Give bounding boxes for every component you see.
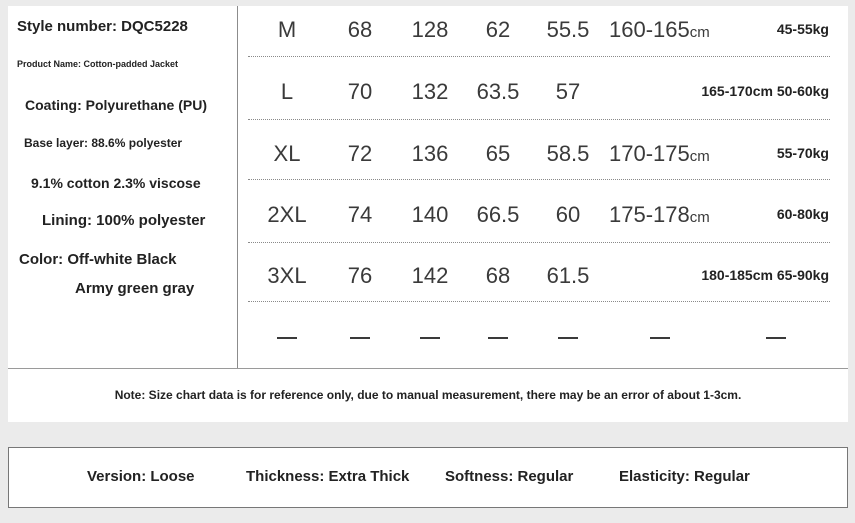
empty-dash bbox=[420, 337, 440, 339]
height-weight-cell: 165-170cm 50-60kg bbox=[701, 83, 829, 99]
attr-elasticity: Elasticity: Regular bbox=[619, 468, 750, 485]
color-continued: Army green gray bbox=[75, 280, 195, 297]
measure-cell: 68 bbox=[485, 263, 511, 288]
measure-cell: 76 bbox=[347, 263, 373, 288]
style-number: Style number: DQC5228 bbox=[17, 18, 188, 35]
base-layer: Base layer: 88.6% polyester bbox=[24, 136, 183, 150]
lining: Lining: 100% polyester bbox=[42, 212, 206, 229]
measurement-note: Note: Size chart data is for reference only, due to manual measurement, there may be an error of about 1-3cm. bbox=[114, 388, 742, 402]
weight-cell: 45-55kg bbox=[776, 21, 829, 37]
measure-cell: 66.5 bbox=[476, 202, 520, 227]
empty-dash bbox=[766, 337, 786, 339]
measure-cell: 57 bbox=[555, 79, 581, 104]
measure-cell: 128 bbox=[411, 17, 449, 42]
color: Color: Off-white Black bbox=[19, 251, 177, 268]
height-cell: 160-165cm bbox=[609, 17, 710, 42]
measure-cell: 61.5 bbox=[546, 263, 590, 288]
empty-dash bbox=[650, 337, 670, 339]
table-bottom-divider bbox=[8, 368, 848, 369]
attr-version: Version: Loose bbox=[87, 468, 195, 485]
size-cell: XL bbox=[273, 141, 301, 166]
empty-dash bbox=[558, 337, 578, 339]
measure-cell: 65 bbox=[485, 141, 511, 166]
weight-cell: 60-80kg bbox=[776, 206, 829, 222]
coating: Coating: Polyurethane (PU) bbox=[25, 97, 208, 113]
measure-cell: 70 bbox=[347, 79, 373, 104]
measure-cell: 68 bbox=[347, 17, 373, 42]
measure-cell: 63.5 bbox=[476, 79, 520, 104]
row-separator bbox=[248, 179, 830, 180]
row-separator bbox=[248, 119, 830, 120]
height-weight-cell: 180-185cm 65-90kg bbox=[701, 267, 829, 283]
attr-softness: Softness: Regular bbox=[445, 468, 574, 485]
measure-cell: 58.5 bbox=[546, 141, 590, 166]
row-separator bbox=[248, 301, 830, 302]
measure-cell: 74 bbox=[347, 202, 373, 227]
measure-cell: 132 bbox=[411, 79, 449, 104]
empty-dash bbox=[488, 337, 508, 339]
size-cell: M bbox=[277, 17, 297, 42]
size-cell: 2XL bbox=[267, 202, 307, 227]
measure-cell: 55.5 bbox=[546, 17, 590, 42]
weight-cell: 55-70kg bbox=[776, 145, 829, 161]
row-separator bbox=[248, 56, 830, 57]
measure-cell: 142 bbox=[411, 263, 449, 288]
empty-dash bbox=[350, 337, 370, 339]
empty-dash bbox=[277, 337, 297, 339]
size-cell: 3XL bbox=[267, 263, 307, 288]
row-separator bbox=[248, 242, 830, 243]
column-divider bbox=[237, 6, 238, 368]
base-layer-continued: 9.1% cotton 2.3% viscose bbox=[31, 175, 201, 191]
measure-cell: 62 bbox=[485, 17, 511, 42]
measure-cell: 72 bbox=[347, 141, 373, 166]
height-cell: 175-178cm bbox=[609, 202, 710, 227]
product-name: Product Name: Cotton-padded Jacket bbox=[17, 59, 179, 69]
height-cell: 170-175cm bbox=[609, 141, 710, 166]
measure-cell: 140 bbox=[411, 202, 449, 227]
size-cell: L bbox=[280, 79, 294, 104]
measure-cell: 136 bbox=[411, 141, 449, 166]
measure-cell: 60 bbox=[555, 202, 581, 227]
attr-thickness: Thickness: Extra Thick bbox=[246, 468, 410, 485]
